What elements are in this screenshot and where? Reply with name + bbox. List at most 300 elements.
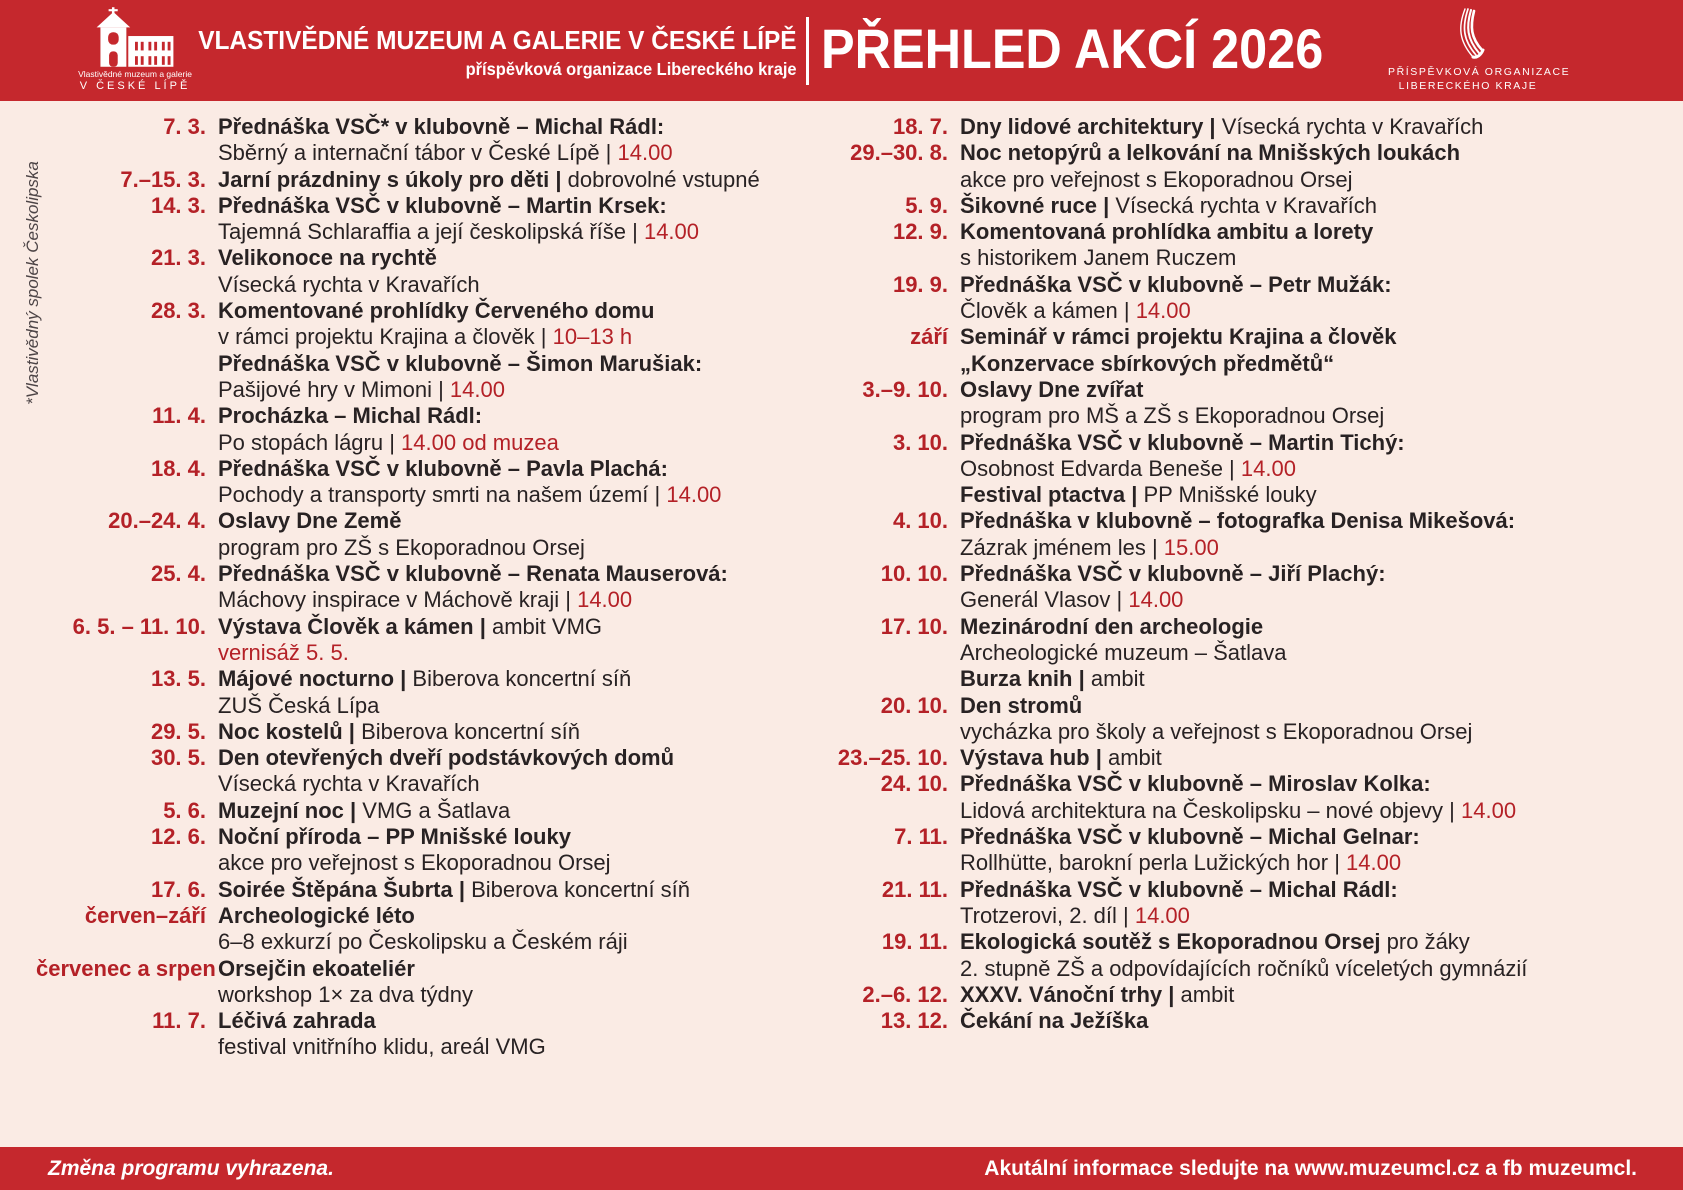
kraj-logo-text-line1: PŘÍSPĚVKOVÁ ORGANIZACE bbox=[1388, 66, 1571, 78]
event-row bbox=[36, 956, 808, 1009]
event-row bbox=[800, 824, 1676, 877]
event-text-segment: Biberova koncertní síň bbox=[471, 876, 691, 902]
event-row bbox=[36, 508, 808, 561]
event-content bbox=[218, 245, 808, 298]
event-content bbox=[960, 1008, 1676, 1034]
event-date: 12. 9. bbox=[892, 219, 948, 245]
event-date: 3. 10. bbox=[892, 429, 948, 455]
event-date: 29. 5. bbox=[150, 718, 206, 744]
event-text-segment: Archeologické léto bbox=[218, 902, 415, 928]
event-row bbox=[36, 561, 808, 614]
event-row bbox=[800, 508, 1676, 561]
event-line bbox=[960, 456, 1676, 482]
event-text-segment: Vísecká rychta v Kravařích bbox=[1221, 114, 1484, 139]
event-text-segment: Přednáška VSČ v klubovně – Petr Mužák: bbox=[960, 271, 1392, 297]
event-row bbox=[36, 114, 808, 167]
event-line bbox=[960, 982, 1676, 1008]
event-date: 13. 5. bbox=[150, 666, 206, 692]
event-line bbox=[218, 351, 808, 377]
event-date: 3.–9. 10. bbox=[862, 376, 948, 402]
event-content bbox=[218, 877, 808, 903]
event-line bbox=[218, 219, 808, 245]
event-text-segment: Šikovné ruce | bbox=[960, 192, 1116, 218]
event-text-segment: 14.00 bbox=[577, 587, 633, 613]
event-row bbox=[36, 745, 808, 798]
event-line bbox=[960, 745, 1676, 771]
event-row bbox=[800, 140, 1676, 193]
event-text-segment: Noc netopýrů a lelkování na Mnišských loukách bbox=[960, 140, 1461, 166]
event-text-segment: Festival ptactva | bbox=[960, 482, 1144, 508]
event-content bbox=[960, 745, 1676, 771]
event-date: 7. 3. bbox=[163, 114, 206, 139]
event-line bbox=[218, 1008, 808, 1034]
event-row bbox=[36, 903, 808, 956]
event-content bbox=[218, 666, 808, 719]
event-date: 2.–6. 12. bbox=[862, 981, 948, 1007]
event-date: září bbox=[910, 324, 948, 350]
event-line bbox=[218, 1034, 808, 1060]
event-row bbox=[36, 245, 808, 298]
event-text-segment: Přednáška VSČ v klubovně – Pavla Plachá: bbox=[218, 455, 668, 481]
header-band bbox=[0, 0, 1683, 101]
event-date: 19. 9. bbox=[892, 271, 948, 297]
event-text-segment: Dny lidové architektury | bbox=[960, 114, 1222, 139]
event-text-segment: Komentovaná prohlídka ambitu a lorety bbox=[960, 219, 1374, 245]
event-text-segment: Čekání na Ježíška bbox=[960, 1008, 1149, 1034]
event-line bbox=[960, 587, 1676, 613]
event-text-segment: Přednáška VSČ v klubovně – Jiří Plachý: bbox=[960, 561, 1386, 587]
event-text-segment: 14.00 bbox=[666, 482, 722, 508]
event-content bbox=[960, 982, 1676, 1008]
event-text-segment: Přednáška v klubovně – fotografka Denisa Mikešová: bbox=[960, 508, 1516, 534]
event-line bbox=[218, 824, 808, 850]
event-content bbox=[218, 745, 808, 798]
event-line bbox=[218, 245, 808, 271]
event-line bbox=[218, 640, 808, 666]
event-text-segment: Orsejčin ekoateliér bbox=[218, 955, 415, 981]
event-text-segment: Generál Vlasov | bbox=[960, 587, 1129, 613]
event-line bbox=[960, 351, 1676, 377]
event-date: 5. 9. bbox=[905, 192, 948, 218]
event-text-segment: Biberova koncertní síň bbox=[361, 718, 580, 744]
event-text-segment: 10–13 h bbox=[552, 324, 633, 350]
event-date: 17. 10. bbox=[880, 613, 948, 639]
event-text-segment: Procházka – Michal Rádl: bbox=[218, 403, 483, 429]
event-content bbox=[960, 324, 1676, 377]
event-text-segment: ambit bbox=[1107, 745, 1162, 771]
event-text-segment: Lidová architektura na Českolipsku – nové objevy | bbox=[960, 797, 1461, 823]
event-date: 28. 3. bbox=[150, 298, 206, 324]
event-text-segment: Léčivá zahrada bbox=[218, 1008, 376, 1034]
event-text-segment: Komentované prohlídky Červeného domu bbox=[218, 298, 655, 324]
event-line bbox=[218, 798, 808, 824]
event-line bbox=[960, 245, 1676, 271]
event-text-segment: program pro MŠ a ZŠ s Ekoporadnou Orsej bbox=[960, 403, 1385, 429]
event-line bbox=[218, 956, 808, 982]
event-text-segment: Biberova koncertní síň bbox=[412, 666, 632, 692]
event-line bbox=[218, 666, 808, 692]
event-date: 10. 10. bbox=[880, 561, 948, 587]
event-line bbox=[960, 719, 1676, 745]
event-row bbox=[36, 877, 808, 903]
event-text-segment: Máchovy inspirace v Máchově kraji | bbox=[218, 587, 578, 613]
event-date: 20.–24. 4. bbox=[108, 508, 206, 534]
event-date: 6. 5. – 11. 10. bbox=[72, 613, 206, 639]
event-text-segment: 2. stupně ZŠ a odpovídajících ročníků víceletých gymnázií bbox=[960, 955, 1528, 981]
event-date: 13. 12. bbox=[880, 1008, 948, 1034]
event-line bbox=[960, 298, 1676, 324]
event-text-segment: Přednáška VSČ* v klubovně – Michal Rádl: bbox=[218, 114, 665, 139]
event-text-segment: Přednáška VSČ v klubovně – Miroslav Kolka: bbox=[960, 771, 1431, 797]
event-text-segment: 14.00 bbox=[1134, 902, 1190, 928]
event-line bbox=[218, 877, 808, 903]
event-content bbox=[218, 508, 808, 561]
event-content bbox=[960, 561, 1676, 614]
event-line bbox=[218, 377, 808, 403]
event-line bbox=[218, 982, 808, 1008]
footnote-vertical: *Vlastivědný spolek Českolipska bbox=[23, 161, 42, 405]
event-date: 24. 10. bbox=[880, 771, 948, 797]
event-content bbox=[960, 114, 1676, 140]
event-line bbox=[960, 1008, 1676, 1034]
event-content bbox=[960, 693, 1676, 746]
event-text-segment: 14.00 bbox=[1135, 298, 1191, 324]
event-content bbox=[960, 193, 1676, 219]
event-line bbox=[960, 640, 1676, 666]
event-text-segment: ambit bbox=[1180, 981, 1235, 1007]
event-line bbox=[218, 430, 808, 456]
footer-info: Akutální informace sledujte na www.muzeumcl.cz a fb muzeumcl. bbox=[984, 1156, 1637, 1180]
event-line bbox=[218, 193, 808, 219]
event-row bbox=[800, 272, 1676, 325]
event-text-segment: Noc kostelů | bbox=[218, 718, 362, 744]
museum-logo-caption-city: V ČESKÉ LÍPĚ bbox=[79, 80, 191, 92]
event-line bbox=[218, 614, 808, 640]
event-line bbox=[960, 482, 1676, 508]
event-text-segment: Vísecká rychta v Kravařích bbox=[1115, 192, 1377, 218]
event-content bbox=[960, 614, 1676, 693]
event-content bbox=[960, 508, 1676, 561]
event-date: 11. 7. bbox=[152, 1008, 206, 1034]
event-date: 20. 10. bbox=[880, 692, 948, 718]
event-line bbox=[218, 272, 808, 298]
event-line bbox=[218, 850, 808, 876]
event-date: 19. 11. bbox=[881, 929, 948, 955]
event-row bbox=[800, 693, 1676, 746]
event-text-segment: 14.00 od muzea bbox=[401, 429, 559, 455]
event-text-segment: Jarní prázdniny s úkoly pro děti | bbox=[218, 166, 568, 192]
footer-note: Změna programu vyhrazena. bbox=[48, 1156, 334, 1180]
event-text-segment: 14.00 bbox=[1240, 455, 1296, 481]
museum-logo-caption: Vlastivědné muzeum a galerie bbox=[78, 69, 192, 79]
event-line bbox=[218, 561, 808, 587]
event-row bbox=[36, 798, 808, 824]
event-text-segment: Burza knih | bbox=[960, 666, 1091, 692]
event-line bbox=[218, 324, 808, 350]
event-line bbox=[218, 140, 808, 166]
event-text-segment: Oslavy Dne zvířat bbox=[960, 376, 1144, 402]
event-text-segment: Sběrný a internační tábor v České Lípě | bbox=[218, 140, 618, 166]
event-date: 17. 6. bbox=[150, 876, 206, 902]
event-content bbox=[218, 903, 808, 956]
event-content bbox=[218, 956, 808, 1009]
event-text-segment: Den otevřených dveří podstávkových domů bbox=[218, 745, 675, 771]
event-content bbox=[218, 561, 808, 614]
event-date: 21. 3. bbox=[150, 245, 206, 271]
event-text-segment: Rollhütte, barokní perla Lužických hor | bbox=[960, 850, 1347, 876]
event-date: 21. 11. bbox=[881, 876, 948, 902]
event-row bbox=[800, 114, 1676, 140]
org-subtitle: příspěvková organizace Libereckého kraje bbox=[466, 59, 797, 79]
event-line bbox=[960, 167, 1676, 193]
event-row bbox=[800, 324, 1676, 377]
event-text-segment: Velikonoce na rychtě bbox=[218, 245, 437, 271]
event-content bbox=[218, 614, 808, 667]
event-text-segment: Pochody a transporty smrti na našem území | bbox=[218, 482, 667, 508]
event-content bbox=[960, 219, 1676, 272]
event-line bbox=[960, 508, 1676, 534]
event-text-segment: s historikem Janem Ruczem bbox=[960, 245, 1237, 271]
event-text-segment: 14.00 bbox=[1461, 797, 1517, 823]
event-row bbox=[36, 298, 808, 403]
event-line bbox=[960, 771, 1676, 797]
event-content bbox=[218, 167, 808, 193]
event-content bbox=[960, 377, 1676, 430]
event-text-segment: Mezinárodní den archeologie bbox=[960, 613, 1264, 639]
event-text-segment: 14.00 bbox=[643, 219, 700, 245]
event-content bbox=[960, 771, 1676, 824]
event-date: 7.–15. 3. bbox=[120, 166, 206, 192]
event-row bbox=[36, 719, 808, 745]
event-date: červenec a srpen bbox=[36, 955, 216, 981]
event-text-segment: Májové nocturno | bbox=[218, 666, 413, 692]
event-line bbox=[960, 877, 1676, 903]
event-text-segment: Muzejní noc | bbox=[218, 797, 363, 823]
event-row bbox=[36, 1008, 808, 1061]
event-text-segment: Den stromů bbox=[960, 692, 1083, 718]
event-line bbox=[218, 403, 808, 429]
event-date: 29.–30. 8. bbox=[850, 140, 948, 166]
event-date: 18. 4. bbox=[150, 455, 206, 481]
event-text-segment: Přednáška VSČ v klubovně – Martin Tichý: bbox=[960, 429, 1405, 455]
event-text-segment: vycházka pro školy a veřejnost s Ekoporadnou Orsej bbox=[960, 718, 1473, 744]
event-row bbox=[800, 430, 1676, 509]
event-row bbox=[800, 929, 1676, 982]
event-line bbox=[218, 719, 808, 745]
event-text-segment: Přednáška VSČ v klubovně – Šimon Marušiak: bbox=[218, 350, 703, 376]
event-row bbox=[36, 824, 808, 877]
event-line bbox=[218, 535, 808, 561]
event-row bbox=[800, 877, 1676, 930]
event-line bbox=[218, 929, 808, 955]
event-line bbox=[960, 693, 1676, 719]
event-line bbox=[218, 114, 808, 140]
event-text-segment: Pašijové hry v Mimoni | bbox=[218, 376, 450, 402]
event-line bbox=[218, 482, 808, 508]
liberecky-kraj-logo bbox=[1388, 7, 1571, 93]
event-line bbox=[960, 798, 1676, 824]
event-line bbox=[960, 850, 1676, 876]
event-text-segment: Přednáška VSČ v klubovně – Michal Rádl: bbox=[960, 876, 1398, 902]
event-content bbox=[960, 877, 1676, 930]
kraj-logo-text-line2: LIBERECKÉHO KRAJE bbox=[1398, 80, 1538, 92]
event-text-segment: Seminář v rámci projektu Krajina a člověk bbox=[960, 324, 1397, 350]
event-text-segment: Ekologická soutěž s Ekoporadnou Orsej bbox=[960, 929, 1381, 955]
event-row bbox=[800, 219, 1676, 272]
event-line bbox=[218, 903, 808, 929]
org-name: VLASTIVĚDNÉ MUZEUM A GALERIE V ČESKÉ LÍPĚ bbox=[198, 25, 797, 55]
event-date: 25. 4. bbox=[150, 561, 206, 587]
event-content bbox=[218, 193, 808, 246]
event-text-segment: workshop 1× za dva týdny bbox=[218, 981, 473, 1007]
event-line bbox=[960, 193, 1676, 219]
event-date: 23.–25. 10. bbox=[837, 745, 948, 771]
event-line bbox=[960, 666, 1676, 692]
event-line bbox=[960, 114, 1676, 140]
event-text-segment: Přednáška VSČ v klubovně – Martin Krsek: bbox=[218, 192, 667, 218]
event-text-segment: 14.00 bbox=[617, 140, 673, 166]
event-text-segment: Výstava Člověk a kámen | bbox=[218, 613, 492, 639]
event-text-segment: Oslavy Dne Země bbox=[218, 508, 402, 534]
event-line bbox=[218, 745, 808, 771]
event-text-segment: 14.00 bbox=[1128, 587, 1184, 613]
event-row bbox=[800, 377, 1676, 430]
event-text-segment: vernisáž 5. 5. bbox=[218, 639, 349, 665]
event-line bbox=[960, 614, 1676, 640]
events-column-right bbox=[800, 114, 1676, 1034]
event-content bbox=[218, 719, 808, 745]
event-text-segment: 15.00 bbox=[1163, 534, 1219, 560]
header-divider bbox=[806, 17, 809, 85]
event-text-segment: dobrovolné vstupné bbox=[567, 166, 760, 192]
event-line bbox=[960, 272, 1676, 298]
event-text-segment: Noční příroda – PP Mnišské louky bbox=[218, 824, 571, 850]
event-line bbox=[218, 771, 808, 797]
event-date: 11. 4. bbox=[152, 403, 206, 429]
event-text-segment: akce pro veřejnost s Ekoporadnou Orsej bbox=[218, 850, 611, 876]
event-date: 5. 6. bbox=[163, 797, 206, 823]
museum-building-icon bbox=[87, 7, 183, 67]
event-row bbox=[800, 745, 1676, 771]
event-text-segment: Archeologické muzeum – Šatlava bbox=[960, 639, 1287, 665]
event-content bbox=[218, 298, 808, 403]
event-line bbox=[960, 561, 1676, 587]
event-line bbox=[960, 430, 1676, 456]
event-text-segment: Výstava hub | bbox=[960, 745, 1108, 771]
event-text-segment: 6–8 exkurzí po Českolipsku a Českém ráji bbox=[218, 929, 628, 955]
event-date: 7. 11. bbox=[894, 824, 948, 850]
event-content bbox=[218, 114, 808, 167]
event-text-segment: VMG a Šatlava bbox=[362, 797, 511, 823]
event-content bbox=[218, 456, 808, 509]
event-content bbox=[218, 1008, 808, 1061]
footer-band bbox=[0, 1147, 1683, 1190]
event-text-segment: Zázrak jménem les | bbox=[960, 534, 1164, 560]
event-line bbox=[960, 140, 1676, 166]
event-row bbox=[800, 561, 1676, 614]
event-row bbox=[800, 982, 1676, 1008]
event-date: červen–září bbox=[84, 902, 206, 928]
event-line bbox=[218, 508, 808, 534]
org-title-block bbox=[199, 25, 797, 80]
event-text-segment: ambit VMG bbox=[491, 613, 603, 639]
event-content bbox=[218, 824, 808, 877]
event-line bbox=[218, 456, 808, 482]
event-text-segment: XXXV. Vánoční trhy | bbox=[960, 981, 1181, 1007]
event-content bbox=[960, 272, 1676, 325]
event-text-segment: Člověk a kámen | bbox=[960, 298, 1136, 324]
event-text-segment: Tajemná Schlaraffia a její českolipská říše | bbox=[218, 219, 644, 245]
event-text-segment: PP Mnišské louky bbox=[1143, 482, 1317, 508]
event-text-segment: Vísecká rychta v Kravařích bbox=[218, 271, 480, 297]
event-date: 12. 6. bbox=[150, 824, 206, 850]
event-content bbox=[960, 929, 1676, 982]
event-content bbox=[960, 430, 1676, 509]
event-row bbox=[800, 1008, 1676, 1034]
event-line bbox=[960, 377, 1676, 403]
event-content bbox=[218, 403, 808, 456]
event-date: 30. 5. bbox=[150, 745, 206, 771]
event-line bbox=[960, 824, 1676, 850]
event-row bbox=[800, 193, 1676, 219]
event-row bbox=[800, 771, 1676, 824]
event-text-segment: akce pro veřejnost s Ekoporadnou Orsej bbox=[960, 166, 1353, 192]
event-text-segment: Vísecká rychta v Kravařích bbox=[218, 771, 480, 797]
event-text-segment: Po stopách lágru | bbox=[218, 429, 402, 455]
event-line bbox=[218, 167, 808, 193]
event-text-segment: Soirée Štěpána Šubrta | bbox=[218, 876, 472, 902]
event-content bbox=[960, 824, 1676, 877]
event-text-segment: 14.00 bbox=[449, 376, 505, 402]
event-line bbox=[960, 929, 1676, 955]
event-line bbox=[960, 956, 1676, 982]
event-line bbox=[218, 298, 808, 324]
event-row bbox=[36, 167, 808, 193]
event-line bbox=[960, 535, 1676, 561]
event-line bbox=[218, 693, 808, 719]
event-content bbox=[218, 798, 808, 824]
event-text-segment: ZUŠ Česká Lípa bbox=[218, 692, 380, 718]
event-text-segment: program pro ZŠ s Ekoporadnou Orsej bbox=[218, 534, 585, 560]
event-text-segment: Přednáška VSČ v klubovně – Michal Gelnar: bbox=[960, 824, 1420, 850]
event-row bbox=[800, 614, 1676, 693]
event-date: 14. 3. bbox=[150, 192, 206, 218]
event-text-segment: 14.00 bbox=[1346, 850, 1402, 876]
event-row bbox=[36, 614, 808, 667]
event-text-segment: pro žáky bbox=[1380, 929, 1470, 955]
event-text-segment: Přednáška VSČ v klubovně – Renata Mauserová: bbox=[218, 561, 728, 587]
events-column-left bbox=[36, 114, 808, 1061]
event-line bbox=[218, 587, 808, 613]
event-line bbox=[960, 903, 1676, 929]
event-row bbox=[36, 193, 808, 246]
kraj-swoosh-icon bbox=[1440, 7, 1496, 65]
event-date: 18. 7. bbox=[892, 114, 948, 139]
event-line bbox=[960, 219, 1676, 245]
event-row bbox=[36, 403, 808, 456]
event-text-segment: festival vnitřního klidu, areál VMG bbox=[218, 1034, 546, 1060]
event-row bbox=[36, 456, 808, 509]
poster-title: PŘEHLED AKCÍ 2026 bbox=[821, 17, 1324, 81]
event-date: 4. 10. bbox=[892, 508, 948, 534]
event-text-segment: Osobnost Edvarda Beneše | bbox=[960, 455, 1241, 481]
event-line bbox=[960, 403, 1676, 429]
event-content bbox=[960, 140, 1676, 193]
event-text-segment: Trotzerovi, 2. díl | bbox=[960, 902, 1135, 928]
event-text-segment: ambit bbox=[1090, 666, 1145, 692]
event-text-segment: v rámci projektu Krajina a člověk | bbox=[218, 324, 553, 350]
event-line bbox=[960, 324, 1676, 350]
